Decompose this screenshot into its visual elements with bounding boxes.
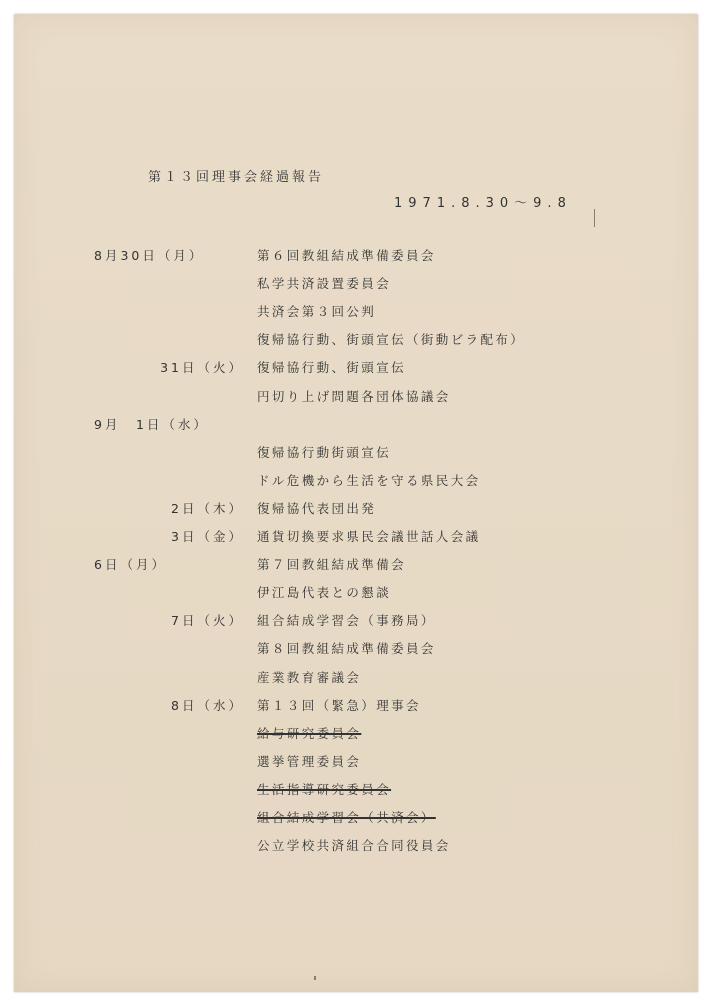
schedule-event: 共済会第３回公判 xyxy=(257,304,377,320)
schedule-row xyxy=(14,832,698,860)
schedule-event-struck: 給与研究委員会 xyxy=(257,725,362,741)
schedule-event: 組合結成学習会（事務局） xyxy=(257,613,436,629)
schedule-row xyxy=(14,298,698,326)
schedule-event: 私学共済設置委員会 xyxy=(257,276,392,292)
schedule-row xyxy=(14,635,698,663)
schedule-row xyxy=(14,354,698,382)
document-page xyxy=(14,14,698,992)
schedule-date: 8月30日（月） xyxy=(94,248,205,263)
schedule-event: 第１３回（緊急）理事会 xyxy=(257,697,421,713)
schedule-row xyxy=(14,411,698,439)
schedule-event: 第７回教組結成準備会 xyxy=(257,557,407,573)
schedule-date: 3日（金） xyxy=(171,529,244,544)
schedule-event: 復帰協行動、街頭宣伝 xyxy=(257,360,407,376)
schedule-event: 公立学校共済組合合同役員会 xyxy=(257,838,451,854)
schedule-event: 円切り上げ問題各団体協議会 xyxy=(257,388,451,404)
report-title: 第１３回理事会経過報告 xyxy=(148,170,325,185)
schedule-date: 6日（月） xyxy=(94,557,167,573)
schedule-event-struck: 生活指導研究委員会 xyxy=(257,781,392,797)
schedule-row xyxy=(14,776,698,804)
schedule-date: 7日（火） xyxy=(171,613,244,629)
schedule-date: 8日（水） xyxy=(171,697,244,713)
report-date-range: 1971.8.30〜9.8 xyxy=(394,196,572,211)
schedule-row xyxy=(14,551,698,579)
paper-mark xyxy=(594,209,595,227)
schedule-event: 選挙管理委員会 xyxy=(257,753,362,769)
schedule-event-struck: 組合結成学習会（共済会） xyxy=(257,810,436,825)
schedule-row xyxy=(14,467,698,495)
schedule-row xyxy=(14,720,698,748)
schedule-event: 伊江島代表との懇談 xyxy=(257,585,392,601)
schedule-event: 産業教育審議会 xyxy=(257,669,362,685)
schedule-row xyxy=(14,439,698,467)
schedule-row xyxy=(14,692,698,720)
schedule-event: 復帰協代表団出発 xyxy=(257,500,377,516)
schedule-date: 31日（火） xyxy=(160,360,244,376)
schedule-row xyxy=(14,748,698,776)
schedule-date: 9月 1日（水） xyxy=(94,416,209,432)
schedule-event: 第８回教組結成準備委員会 xyxy=(257,641,436,657)
schedule-date: 2日（木） xyxy=(171,500,244,516)
schedule-row xyxy=(14,383,698,411)
schedule-row xyxy=(14,326,698,354)
schedule-row xyxy=(14,664,698,692)
schedule-event: 復帰協行動街頭宣伝 xyxy=(257,444,392,460)
schedule-row xyxy=(14,242,698,270)
schedule-row xyxy=(14,495,698,523)
schedule-row xyxy=(14,270,698,298)
schedule-event: 第６回教組結成準備委員会 xyxy=(257,248,436,263)
paper-mark xyxy=(314,976,316,980)
schedule-event: ドル危機から生活を守る県民大会 xyxy=(257,472,481,488)
schedule-row xyxy=(14,607,698,635)
schedule-row xyxy=(14,523,698,551)
schedule-row xyxy=(14,579,698,607)
schedule-event: 通貨切換要求県民会議世話人会議 xyxy=(257,529,481,544)
schedule-event: 復帰協行動、街頭宣伝（街動ビラ配布） xyxy=(257,332,526,348)
schedule-row xyxy=(14,804,698,832)
